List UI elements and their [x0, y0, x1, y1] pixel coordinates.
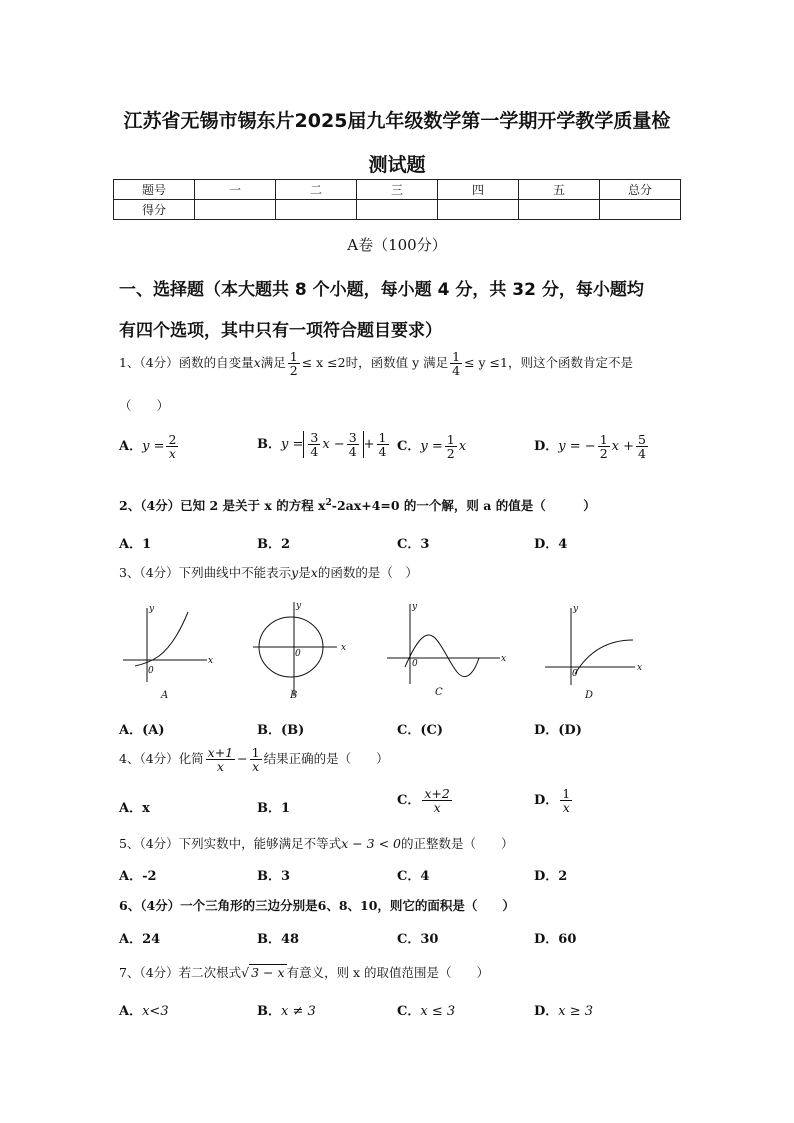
- frac-num: 1: [251, 745, 260, 760]
- abs-value-bars: [303, 431, 363, 458]
- q5-option-c[interactable]: C．4: [397, 869, 430, 884]
- section-heading-line1: 一、选择题（本大题共 8 个小题，每小题 4 分，共 32 分，每小题均: [119, 280, 644, 300]
- q4-prefix: 4、（4分）化简: [119, 751, 204, 767]
- score-header-cell: 二: [276, 180, 357, 200]
- question-7-stem: [119, 963, 489, 981]
- option-expr: x: [458, 439, 467, 455]
- q2-option-b[interactable]: B．2: [257, 537, 291, 552]
- option-label: A．: [119, 1004, 143, 1019]
- frac-den: x: [433, 800, 441, 816]
- graph-a: [123, 608, 207, 682]
- graph-label-a: A: [161, 690, 169, 701]
- q3-text-b: 是: [298, 565, 311, 580]
- q2-option-c[interactable]: C．3: [397, 537, 430, 552]
- q1-paren: （ ）: [119, 398, 170, 413]
- frac-den: 4: [638, 446, 646, 462]
- q1-suffix: ，则这个函数肯定不是: [507, 355, 633, 371]
- option-frac: [636, 433, 648, 460]
- q4-option-d[interactable]: [534, 787, 574, 814]
- q6-option-a[interactable]: A．24: [119, 932, 161, 947]
- q1-option-a[interactable]: [119, 433, 180, 460]
- q1-cond1: ≤ x ≤2: [301, 355, 346, 371]
- origin-label: 0: [148, 666, 154, 676]
- frac-den: 4: [310, 444, 319, 460]
- score-table-score-row: [114, 200, 681, 220]
- axis-label: x: [637, 663, 643, 673]
- q5-option-b[interactable]: B．3: [257, 869, 291, 884]
- option-expr: x<3: [142, 1004, 169, 1019]
- q3-text-c: 的函数的是（ ）: [317, 565, 418, 580]
- q7-radicand: 3 − x: [251, 965, 285, 980]
- option-frac: [422, 787, 451, 814]
- score-cell: [600, 200, 681, 220]
- graph-d-curve: [575, 640, 633, 674]
- frac-num: 3: [348, 430, 357, 445]
- q5-suffix: 的正整数是（ ）: [400, 836, 514, 851]
- score-header-cell: 总分: [600, 180, 681, 200]
- option-label: D．: [534, 793, 559, 809]
- q2-option-a[interactable]: A．1: [119, 537, 152, 552]
- graph-c-curve: [405, 635, 479, 677]
- q3-option-d[interactable]: D．(D): [534, 723, 582, 738]
- sqrt-icon: √: [241, 965, 250, 980]
- question-3-stem: [119, 563, 418, 581]
- q4-frac-2: [250, 746, 262, 773]
- question-5-stem: [119, 834, 513, 852]
- q7-option-d[interactable]: [534, 1000, 593, 1019]
- q5-option-a[interactable]: A．-2: [119, 869, 157, 884]
- frac-num: 1: [446, 432, 455, 447]
- option-expr: x ≥ 3: [558, 1004, 594, 1019]
- option-expr: y =: [281, 437, 304, 453]
- option-frac: [166, 433, 178, 460]
- option-frac: [445, 433, 457, 460]
- option-expr: x +: [611, 439, 634, 455]
- q5-inequality: x − 3 < 0: [341, 836, 401, 851]
- q3-var-y: y: [291, 565, 299, 580]
- frac-den: 4: [452, 363, 461, 379]
- score-header-cell: 五: [519, 180, 600, 200]
- q1-frac-quarter: [450, 350, 462, 377]
- q2-option-d[interactable]: D．4: [534, 537, 568, 552]
- frac-num: 2: [168, 432, 177, 447]
- graph-label-c: C: [435, 687, 443, 698]
- graph-d: [545, 608, 635, 685]
- option-frac: [598, 433, 610, 460]
- graph-a-curve: [135, 612, 188, 666]
- q1-option-b[interactable]: [257, 431, 391, 458]
- axis-label: x: [208, 656, 214, 666]
- option-expr: +: [363, 437, 375, 453]
- score-cell: [357, 200, 438, 220]
- option-frac: [308, 431, 320, 458]
- frac-den: 2: [446, 446, 455, 462]
- score-cell: [195, 200, 276, 220]
- axis-label: y: [149, 604, 155, 614]
- option-label: C．: [397, 1004, 421, 1019]
- q3-text-a: 3、（4分）下列曲线中不能表示: [119, 565, 292, 580]
- axis-label: x: [341, 643, 347, 653]
- frac-num: 1: [378, 430, 387, 445]
- q2-text-b: -2ax+4=0 的一个解，则 a 的值是（ ）: [331, 498, 596, 513]
- score-header-cell: 题号: [114, 180, 195, 200]
- score-cell: [438, 200, 519, 220]
- option-expr: y =: [142, 439, 165, 455]
- option-frac: [560, 787, 572, 814]
- q1-mid1: 满足: [260, 355, 286, 371]
- q3-option-b[interactable]: B．(B): [257, 723, 305, 738]
- frac-num: 5: [638, 432, 646, 447]
- question-2-stem: [119, 496, 596, 514]
- q1-prefix: 1、（4分）函数的自变量: [119, 355, 254, 371]
- frac-den: x: [216, 759, 224, 775]
- q3-option-a[interactable]: A．(A): [119, 723, 165, 738]
- q6-option-d[interactable]: D．60: [534, 932, 577, 947]
- q1-cond2: ≤ y ≤1: [464, 355, 508, 371]
- q6-option-b[interactable]: B．48: [257, 932, 300, 947]
- q4-option-a[interactable]: A．x: [119, 801, 150, 816]
- frac-den: 4: [378, 444, 387, 460]
- score-cell: [276, 200, 357, 220]
- frac-num: 1: [599, 432, 608, 447]
- document-title-line2: 测试题: [368, 154, 426, 176]
- axis-label: x: [501, 654, 507, 664]
- origin-label: 0: [412, 659, 418, 669]
- option-label: D．: [534, 1004, 559, 1019]
- q4-option-b[interactable]: B．1: [257, 801, 291, 816]
- q4-suffix: 结果正确的是（ ）: [263, 751, 389, 767]
- option-frac: [347, 431, 359, 458]
- frac-den: x: [168, 446, 176, 462]
- axis-label: y: [412, 602, 418, 612]
- option-expr: y = −: [558, 439, 596, 455]
- score-header-cell: 四: [438, 180, 519, 200]
- q7-option-b[interactable]: [257, 1000, 316, 1019]
- q2-superscript: 2: [325, 497, 332, 508]
- q1-var-x: x: [253, 355, 261, 371]
- q5-prefix: 5、（4分）下列实数中，能够满足不等式: [119, 836, 342, 851]
- document-title-line1: 江苏省无锡市锡东片2025届九年级数学第一学期开学教学质量检: [123, 110, 671, 132]
- q2-text-a: 2、（4分）已知 2 是关于 x 的方程 x: [119, 498, 326, 513]
- q7-suffix: 有意义，则 x 的取值范围是（ ）: [286, 965, 490, 980]
- score-cell: [519, 200, 600, 220]
- frac-den: 2: [289, 363, 298, 379]
- option-expr: y =: [420, 439, 443, 455]
- q1-option-d[interactable]: [534, 433, 650, 460]
- frac-den: 4: [348, 444, 357, 460]
- graph-label-d: D: [585, 690, 594, 701]
- option-label: C．: [397, 439, 421, 455]
- option-expr: x ≤ 3: [420, 1004, 456, 1019]
- question-6-stem: 6、（4分）一个三角形的三边分别是6、8、10，则它的面积是（ ）: [119, 898, 515, 913]
- q7-prefix: 7、（4分）若二次根式: [119, 965, 242, 980]
- option-expr: x ≠ 3: [281, 1004, 316, 1019]
- graph-c: [387, 604, 500, 684]
- q1-frac-half: [288, 350, 300, 377]
- q1-option-c[interactable]: [397, 433, 466, 460]
- question-4-stem: [119, 746, 389, 773]
- q3-graphs: [115, 600, 675, 705]
- frac-num: x+2: [424, 786, 450, 801]
- frac-den: 2: [599, 446, 608, 462]
- frac-num: 1: [289, 349, 298, 364]
- section-heading-line2: 有四个选项，其中只有一项符合题目要求）: [119, 321, 442, 341]
- score-table-header-row: [114, 180, 681, 200]
- frac-den: x: [252, 759, 260, 775]
- option-label: A．: [119, 439, 143, 455]
- option-label: C．: [397, 793, 421, 809]
- frac-num: 3: [310, 430, 319, 445]
- q5-option-d[interactable]: D．2: [534, 869, 568, 884]
- q4-frac-1: [206, 746, 235, 773]
- graph-label-b: B: [290, 690, 298, 701]
- score-header-cell: 一: [195, 180, 276, 200]
- volume-heading: A卷（100分）: [347, 236, 447, 254]
- question-1-stem: [119, 350, 633, 377]
- axis-label: y: [573, 604, 579, 614]
- q6-option-c[interactable]: C．30: [397, 932, 439, 947]
- option-label: B．: [257, 1004, 281, 1019]
- q3-option-c[interactable]: C．(C): [397, 723, 443, 738]
- score-header-cell: 三: [357, 180, 438, 200]
- frac-den: x: [562, 800, 570, 816]
- q4-minus: −: [237, 751, 248, 767]
- frac-num: 1: [452, 349, 461, 364]
- frac-num: 1: [562, 786, 571, 801]
- score-row-label: 得分: [114, 200, 195, 220]
- q3-var-x: x: [310, 565, 318, 580]
- q7-option-a[interactable]: [119, 1000, 169, 1019]
- q4-option-c[interactable]: [397, 787, 454, 814]
- q7-option-c[interactable]: [397, 1000, 455, 1019]
- origin-label: 0: [295, 649, 301, 659]
- origin-label: 0: [572, 669, 578, 679]
- option-frac: [377, 431, 389, 458]
- option-label: D．: [534, 439, 559, 455]
- frac-num: x+1: [207, 745, 234, 760]
- score-table: [113, 179, 681, 220]
- q1-mid2: 时，函数值 y 满足: [345, 355, 449, 371]
- option-expr: x −: [322, 437, 345, 453]
- axis-label: y: [296, 601, 302, 611]
- option-label: B．: [257, 437, 281, 453]
